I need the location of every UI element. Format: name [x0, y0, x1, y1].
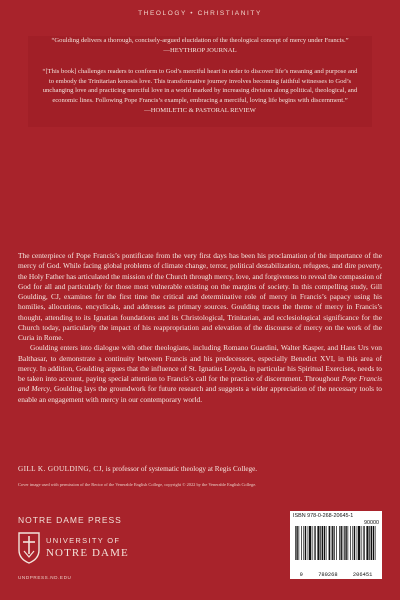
barcode-bar [344, 526, 345, 560]
description-text: , Goulding lays the groundwork for future research and suggests a wider appreciation of the necessary tools to enable an engagement with mercy in our contemporary world. [18, 384, 382, 404]
barcode-bar [299, 526, 300, 560]
barcode-bar [329, 526, 330, 560]
barcode-bar [296, 526, 297, 560]
barcode-bar [303, 526, 304, 560]
author-bio-text: is professor of systematic theology at Regis College. [104, 465, 258, 473]
description-paragraph-2 [18, 343, 382, 405]
barcode-digit-group: 206451 [352, 572, 373, 578]
review-quotes [28, 36, 372, 127]
author-bio [18, 464, 382, 474]
review-attribution: —HEYTHROP JOURNAL [163, 46, 237, 54]
barcode-bar [350, 526, 351, 560]
barcode-bar [305, 526, 306, 560]
university-wordmark [46, 535, 129, 559]
barcode-bar [375, 526, 376, 560]
barcode-digit-group: 780268 [318, 572, 338, 578]
barcode-bar [312, 526, 313, 560]
isbn-barcode [290, 511, 382, 579]
barcode-bar [320, 526, 321, 560]
barcode-bar [324, 526, 325, 560]
barcode-bars [293, 526, 379, 568]
barcode-bar [341, 526, 342, 560]
barcode-bar [326, 526, 327, 560]
publisher-name: NOTRE DAME PRESS [18, 515, 122, 525]
barcode-bar [371, 526, 372, 560]
review-quote-text: “[This book] challenges readers to conform to God’s merciful heart in order to discover life’s meaning and purpose and to embody the Trinitarian kenosis love. This transformative journey involves becoming faithful witnesses to God’s unchanging love and practicing merciful love in a world marked by increasing division along political, theological, and economic lines. Following Pope Francis’s example, embracing a merciful, loving life begins with discernment.” [42, 68, 358, 104]
barcode-bar [309, 526, 311, 560]
isbn-label: ISBN 978-0-268-20645-1 [293, 513, 354, 519]
barcode-bar [348, 526, 349, 560]
barcode-bar [308, 526, 309, 560]
barcode-bar [357, 526, 358, 560]
barcode-bar [343, 526, 344, 560]
barcode-bar [336, 526, 337, 560]
barcode-bar [361, 526, 362, 560]
barcode-bar [369, 526, 370, 560]
book-description [18, 251, 382, 405]
review-quote-2 [28, 67, 372, 115]
barcode-bar [301, 526, 302, 560]
barcode-bar [354, 526, 355, 560]
university-logo [18, 532, 148, 572]
publisher-url: UNDPRESS.ND.EDU [18, 575, 72, 580]
review-attribution: —HOMILETIC & PASTORAL REVIEW [144, 106, 256, 114]
university-line-1: UNIVERSITY OF [46, 536, 121, 545]
barcode-bar [314, 526, 315, 560]
barcode-bar [358, 526, 360, 560]
barcode-bar [352, 526, 353, 560]
barcode-bar [331, 526, 332, 560]
book-title-mention: Pope Francis and Mercy [18, 374, 382, 394]
barcode-bar [364, 526, 365, 560]
isbn-number [293, 513, 379, 519]
author-name: GILL K. GOULDING, CJ, [18, 465, 104, 473]
category-label: THEOLOGY • CHRISTIANITY [138, 10, 262, 17]
description-text: Goulding enters into dialogue with other theologians, including Romano Guardini, Walter Kasper, and Hans Urs von Balthasar, to demonstrate a continuity between Francis and his predecessors, especially Benedict XVI, in this area of mercy. In addition, Goulding argues that the influence of St. Ignatius Loyola, in particular his Spiritual Exercises, needs to be taken into account, paying special attention to Francis’s call for the practice of discernment. Throughout [18, 343, 382, 383]
barcode-bar [366, 526, 368, 560]
barcode-bar [295, 526, 296, 560]
shield-icon [18, 532, 40, 564]
barcode-bar [315, 526, 316, 560]
barcode-digits [292, 572, 380, 578]
description-paragraph-1: The centerpiece of Pope Francis’s pontificate from the very first days has been his proclamation of the importance of the mercy of God. While facing global problems of climate change, terror, political destabilization, refugees, and dire poverty, the Holy Father has articulated the mission of the Church through mercy, love, and forgiveness to reveal the compassion of God for all and particularly for those most vulnerable existing on the margins of society. In this compelling study, Gill Goulding, CJ, examines for the first time the critical and determinative role of mercy in Francis’s papacy using his homilies, allocutions, encyclicals, and addresses as primary sources. Goulding traces the theme of mercy in Francis’s thought, attending to its Ignatian foundations and its Christological, Trinitarian, and ecclesiological significance for the Church today, particularly the impact of his reappropriation and elevation of the discourse of mercy on the work of the Curia in Rome. [18, 251, 382, 342]
price-code: 90000 [364, 520, 379, 526]
barcode-bar [322, 526, 323, 560]
barcode-bar [332, 526, 333, 560]
barcode-bar [363, 526, 364, 560]
barcode-bar [373, 526, 374, 560]
review-quote-text: “Goulding delivers a thorough, concisely-argued elucidation of the theological concept of mercy under Francis.” [51, 37, 349, 44]
university-line-2: NOTRE DAME [46, 547, 129, 559]
review-quote-1 [28, 36, 372, 55]
barcode-bar [339, 526, 340, 560]
barcode-digit-group: 9 [299, 572, 303, 578]
barcode-bar [317, 526, 319, 560]
barcode-bar [334, 526, 335, 560]
barcode-bar [345, 526, 346, 560]
cover-credit: Cover image used with permission of the Rector of the Venerable English College, copyright © 2022 by the Venerable English College. [18, 482, 257, 487]
